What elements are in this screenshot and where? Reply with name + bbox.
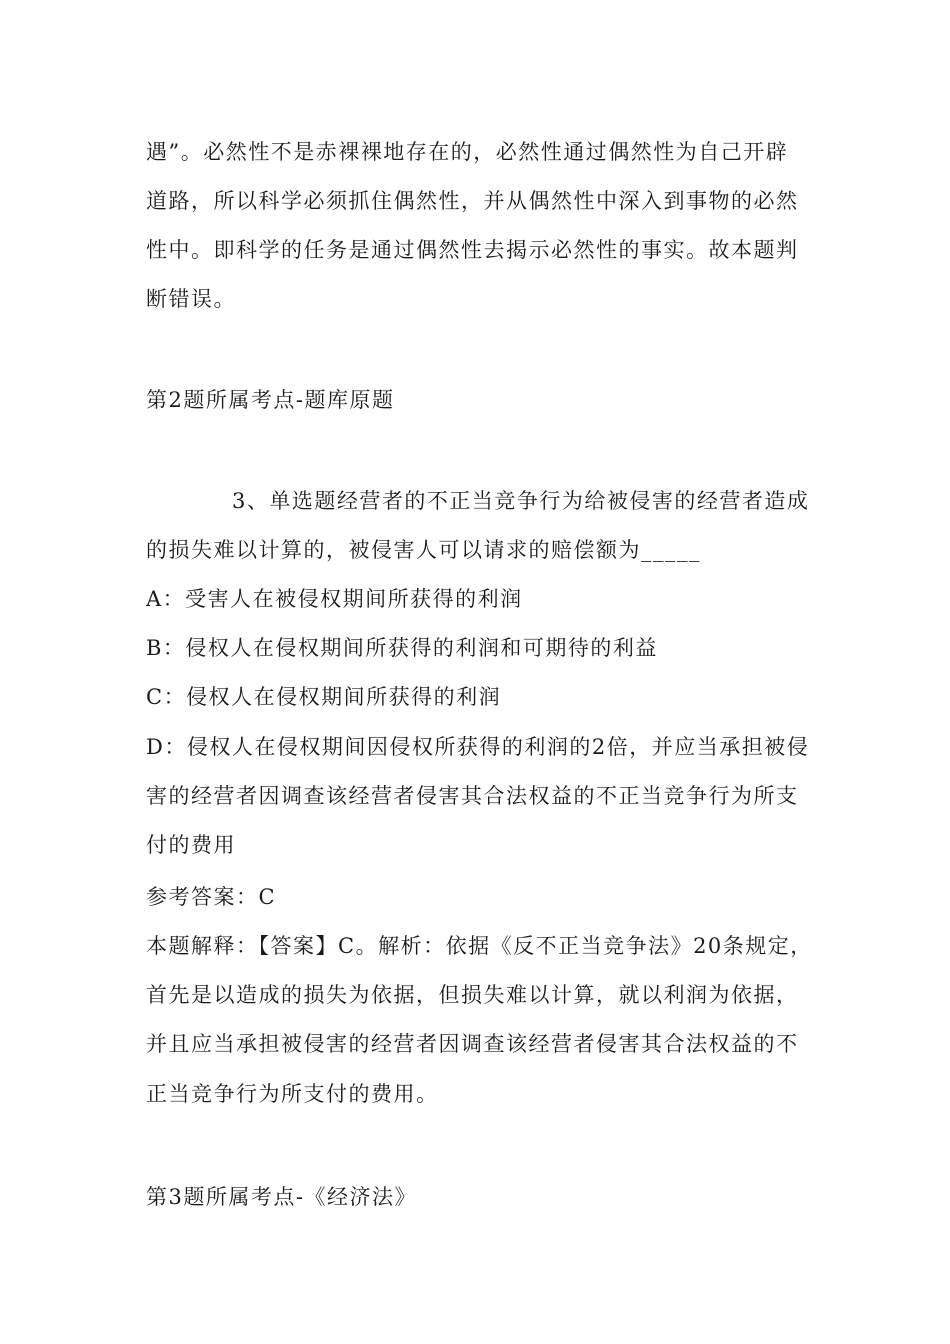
q3-option-a: A：受害人在被侵权期间所获得的利润 bbox=[146, 587, 523, 611]
q3-option-d-line-2: 害的经营者因调查该经营者侵害其合法权益的不正当竞争行为所支 bbox=[146, 784, 799, 808]
q3-option-d-line-1: D：侵权人在侵权期间因侵权所获得的利润的2倍，并应当承担被侵 bbox=[146, 735, 810, 759]
q3-explanation-line-4: 正当竞争行为所支付的费用。 bbox=[146, 1082, 439, 1106]
q3-topic: 第3题所属考点-《经济法》 bbox=[146, 1185, 417, 1209]
q3-explanation-line-3: 并且应当承担被侵害的经营者因调查该经营者侵害其合法权益的不 bbox=[146, 1032, 799, 1056]
q3-explanation-line-2: 首先是以造成的损失为依据，但损失难以计算，就以利润为依据， bbox=[146, 983, 799, 1007]
q2-explanation-line-4: 断错误。 bbox=[146, 287, 236, 311]
q3-stem-line-1: 3、单选题经营者的不正当竞争行为给被侵害的经营者造成 bbox=[232, 489, 810, 513]
q3-option-b: B：侵权人在侵权期间所获得的利润和可期待的利益 bbox=[146, 636, 658, 660]
q2-explanation-line-1: 遇”。必然性不是赤裸裸地存在的，必然性通过偶然性为自己开辟 bbox=[146, 140, 789, 164]
q3-stem-line-2: 的损失难以计算的，被侵害人可以请求的赔偿额为_____ bbox=[146, 538, 701, 562]
q3-explanation-line-1: 本题解释：【答案】C。解析：依据《反不正当竞争法》20条规定， bbox=[146, 934, 813, 958]
q2-topic: 第2题所属考点-题库原题 bbox=[146, 388, 395, 412]
q3-option-d-line-3: 付的费用 bbox=[146, 833, 236, 857]
q2-explanation-line-3: 性中。即科学的任务是通过偶然性去揭示必然性的事实。故本题判 bbox=[146, 238, 799, 262]
q2-explanation-line-2: 道路，所以科学必须抓住偶然性，并从偶然性中深入到事物的必然 bbox=[146, 189, 799, 213]
q3-option-c: C：侵权人在侵权期间所获得的利润 bbox=[146, 685, 502, 709]
q3-answer: 参考答案：C bbox=[146, 885, 277, 909]
